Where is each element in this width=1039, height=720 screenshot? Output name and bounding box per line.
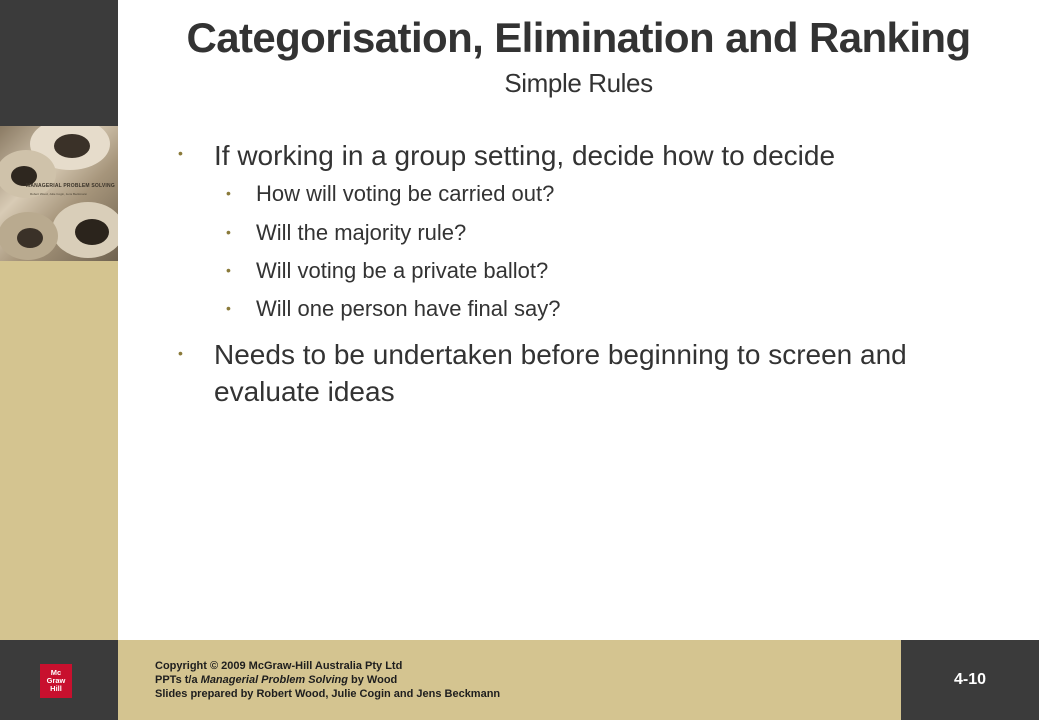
sub-bullet-item: Will voting be a private ballot? xyxy=(256,258,549,283)
prepared-by-line: Slides prepared by Robert Wood, Julie Cogin and Jens Beckmann xyxy=(155,688,501,700)
slide-subtitle: Simple Rules xyxy=(504,68,653,98)
bullet-item: If working in a group setting, decide how to decide xyxy=(214,140,836,171)
cover-title: MANAGERIAL PROBLEM SOLVING xyxy=(26,183,115,189)
sub-bullet-dot: • xyxy=(226,185,231,201)
bullet-dot: • xyxy=(178,145,183,161)
page-number-panel xyxy=(901,640,1039,720)
sub-bullet-dot: • xyxy=(226,224,231,240)
left-tan-panel xyxy=(0,261,118,640)
book-title: Managerial Problem Solving xyxy=(200,674,348,686)
copyright-notice xyxy=(155,659,875,701)
bullet-dot: • xyxy=(178,345,183,361)
sub-bullet-item: How will voting be carried out? xyxy=(256,181,555,206)
ppts-line xyxy=(155,673,875,687)
slide-title: Categorisation, Elimination and Ranking xyxy=(186,14,971,61)
cover-authors: Robert Wood, Julie Cogin, Jens Beckmann xyxy=(30,192,88,196)
book-cover-image xyxy=(0,126,118,261)
copyright-line: Copyright © 2009 McGraw-Hill Australia Pty Ltd xyxy=(155,660,403,672)
left-dark-panel xyxy=(0,0,118,126)
sub-bullet-item: Will the majority rule? xyxy=(256,220,467,245)
logo-line: Graw xyxy=(46,676,66,685)
sub-bullet-dot: • xyxy=(226,300,231,316)
mcgraw-hill-logo xyxy=(40,664,72,698)
ppts-suffix: by Wood xyxy=(347,674,398,686)
sub-bullet-dot: • xyxy=(226,262,231,278)
ppts-prefix: PPTs t/a xyxy=(155,674,201,686)
footer-bar xyxy=(0,640,1039,720)
sub-bullet-item: Will one person have final say? xyxy=(256,296,561,321)
footer-logo-panel xyxy=(0,640,118,720)
page-number: 4-10 xyxy=(953,671,987,688)
logo-line: Mc xyxy=(50,668,62,677)
bullet-item: Needs to be undertaken before beginning to screen and evaluate ideas xyxy=(214,339,907,407)
logo-line: Hill xyxy=(50,684,62,693)
